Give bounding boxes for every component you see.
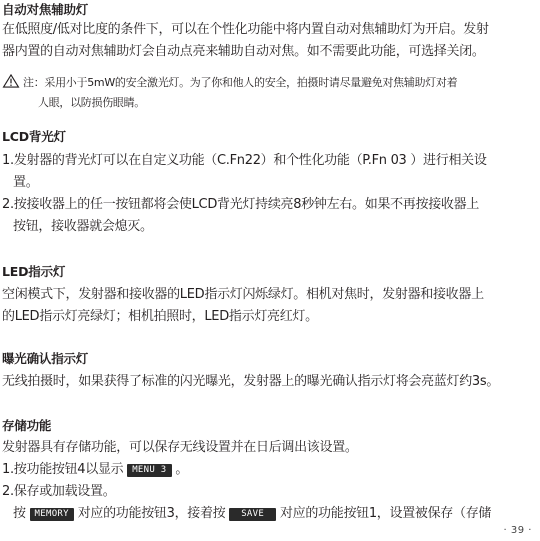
page-number: · 39 · bbox=[503, 525, 532, 536]
lcd-item-2-line-2: 按钮，接收器就会熄灭。 bbox=[13, 219, 153, 234]
lcd-item-1-line-2: 置。 bbox=[13, 175, 39, 190]
storage-line-1: 发射器具有存储功能，可以保存无线设置并在日后调出该设置。 bbox=[2, 440, 358, 455]
storage-step-1-suffix: 。 bbox=[175, 462, 189, 477]
storage-step-3-suffix: 对应的功能按钮1，设置被保存（存储 bbox=[279, 506, 492, 521]
storage-step-3 bbox=[2, 503, 491, 525]
exposure-line-1: 无线拍摄时，如果获得了标准的闪光曝光，发射器上的曝光确认指示灯将会亮蓝灯约3s。 bbox=[2, 374, 500, 389]
safety-note bbox=[2, 73, 457, 92]
af-assist-title: 自动对焦辅助灯 bbox=[2, 2, 89, 17]
lcd-title: LCD背光灯 bbox=[2, 129, 66, 144]
lcd-item-1-line-1: 1.发射器的背光灯可以在自定义功能（C.Fn22）和个性化功能（P.Fn 03 ）进行相关设 bbox=[2, 153, 487, 168]
memory-tag: MEMORY bbox=[30, 508, 74, 521]
menu-3-tag: MENU 3 bbox=[127, 464, 171, 477]
lcd-item-2-line-1: 2.按接收器上的任一按钮都将会使LCD背光灯持续亮8秒钟左右。如果不再按接收器上 bbox=[2, 197, 480, 212]
save-tag: SAVE bbox=[229, 508, 276, 521]
exposure-title: 曝光确认指示灯 bbox=[2, 351, 89, 366]
storage-step-1 bbox=[2, 459, 188, 481]
storage-step-3-mid: 对应的功能按钮3，接着按 bbox=[77, 506, 226, 521]
storage-step-1-text: 1.按功能按钮4以显示 bbox=[2, 462, 124, 477]
warning-triangle-icon bbox=[2, 74, 20, 88]
storage-step-2: 2.保存或加载设置。 bbox=[2, 484, 116, 499]
led-line-2: 的LED指示灯亮绿灯；相机拍照时，LED指示灯亮红灯。 bbox=[2, 309, 318, 324]
af-assist-line-2: 器内置的自动对焦辅助灯会自动点亮来辅助自动对焦。如不需要此功能，可选择关闭。 bbox=[2, 44, 485, 59]
storage-title: 存储功能 bbox=[2, 418, 52, 433]
safety-note-line-2: 人眼，以防损伤眼睛。 bbox=[38, 96, 145, 109]
safety-note-line-1: 注：采用小于5mW的安全激光灯。为了你和他人的安全，拍摄时请尽量避免对焦辅助灯对着 bbox=[23, 76, 458, 89]
af-assist-line-1: 在低照度/低对比度的条件下，可以在个性化功能中将内置自动对焦辅助灯为开启。发射 bbox=[2, 22, 489, 37]
led-title: LED指示灯 bbox=[2, 264, 66, 279]
storage-step-3-prefix: 按 bbox=[13, 506, 26, 521]
led-line-1: 空闲模式下，发射器和接收器的LED指示灯闪烁绿灯。相机对焦时，发射器和接收器上 bbox=[2, 287, 484, 302]
